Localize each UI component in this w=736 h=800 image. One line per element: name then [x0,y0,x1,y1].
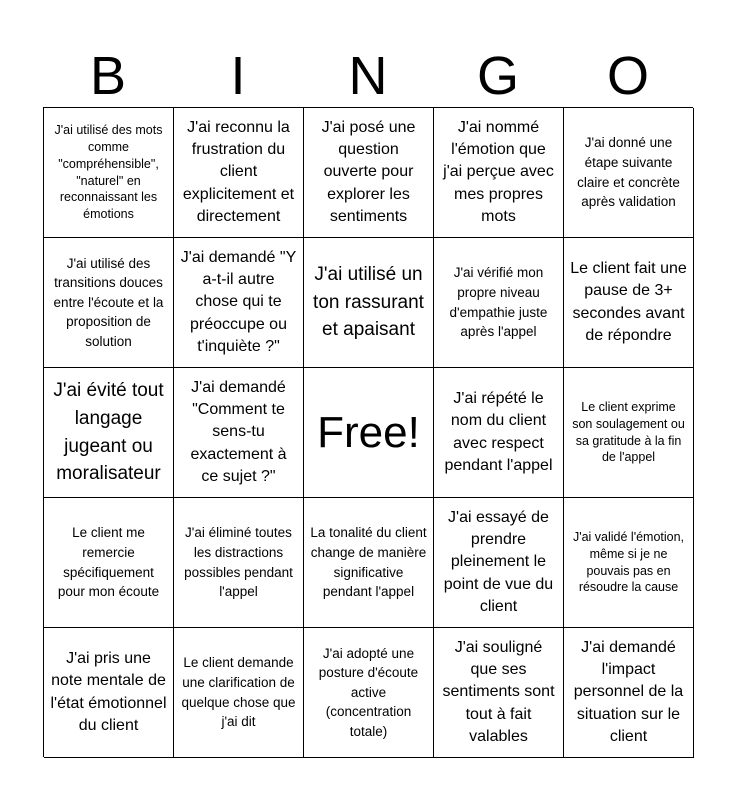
bingo-cell[interactable]: J'ai donné une étape suivante claire et concrète après validation [564,108,694,238]
bingo-cell[interactable]: J'ai adopté une posture d'écoute active (concentration totale) [304,628,434,758]
bingo-cell[interactable]: J'ai pris une note mentale de l'état émotionnel du client [44,628,174,758]
bingo-cell[interactable]: Le client demande une clarification de quelque chose que j'ai dit [174,628,304,758]
bingo-cell[interactable]: J'ai demandé "Comment te sens-tu exactement à ce sujet ?" [174,368,304,498]
free-space-cell[interactable]: Free! [304,368,434,498]
bingo-cell[interactable]: Le client fait une pause de 3+ secondes avant de répondre [564,238,694,368]
bingo-cell[interactable]: J'ai demandé l'impact personnel de la situation sur le client [564,628,694,758]
bingo-cell[interactable]: J'ai souligné que ses sentiments sont tout à fait valables [434,628,564,758]
bingo-cell[interactable]: J'ai utilisé des transitions douces entre l'écoute et la proposition de solution [44,238,174,368]
bingo-cell[interactable]: J'ai validé l'émotion, même si je ne pouvais pas en résoudre la cause [564,498,694,628]
bingo-board [43,107,693,757]
bingo-cell[interactable]: Le client me remercie spécifiquement pour mon écoute [44,498,174,628]
bingo-cell[interactable]: J'ai répété le nom du client avec respect pendant l'appel [434,368,564,498]
bingo-cell[interactable]: J'ai évité tout langage jugeant ou moralisateur [44,368,174,498]
header-letter-b: B [89,46,127,106]
bingo-cell[interactable]: J'ai posé une question ouverte pour explorer les sentiments [304,108,434,238]
bingo-cell[interactable]: J'ai utilisé un ton rassurant et apaisant [304,238,434,368]
bingo-cell[interactable]: J'ai nommé l'émotion que j'ai perçue avec mes propres mots [434,108,564,238]
header-letter-n: N [348,46,388,106]
header-letter-g: G [476,46,519,106]
bingo-cell[interactable]: J'ai éliminé toutes les distractions possibles pendant l'appel [174,498,304,628]
header-letter-i: I [230,46,246,106]
bingo-cell[interactable]: J'ai utilisé des mots comme "compréhensible", "naturel" en reconnaissant les émotions [44,108,174,238]
bingo-cell[interactable]: J'ai demandé "Y a-t-il autre chose qui te préoccupe ou t'inquiète ?" [174,238,304,368]
header-letter-o: O [606,46,649,106]
bingo-cell[interactable]: J'ai essayé de prendre pleinement le point de vue du client [434,498,564,628]
bingo-cell[interactable]: J'ai reconnu la frustration du client explicitement et directement [174,108,304,238]
bingo-cell[interactable]: J'ai vérifié mon propre niveau d'empathie juste après l'appel [434,238,564,368]
bingo-header [43,44,693,108]
bingo-cell[interactable]: Le client exprime son soulagement ou sa gratitude à la fin de l'appel [564,368,694,498]
bingo-cell[interactable]: La tonalité du client change de manière significative pendant l'appel [304,498,434,628]
